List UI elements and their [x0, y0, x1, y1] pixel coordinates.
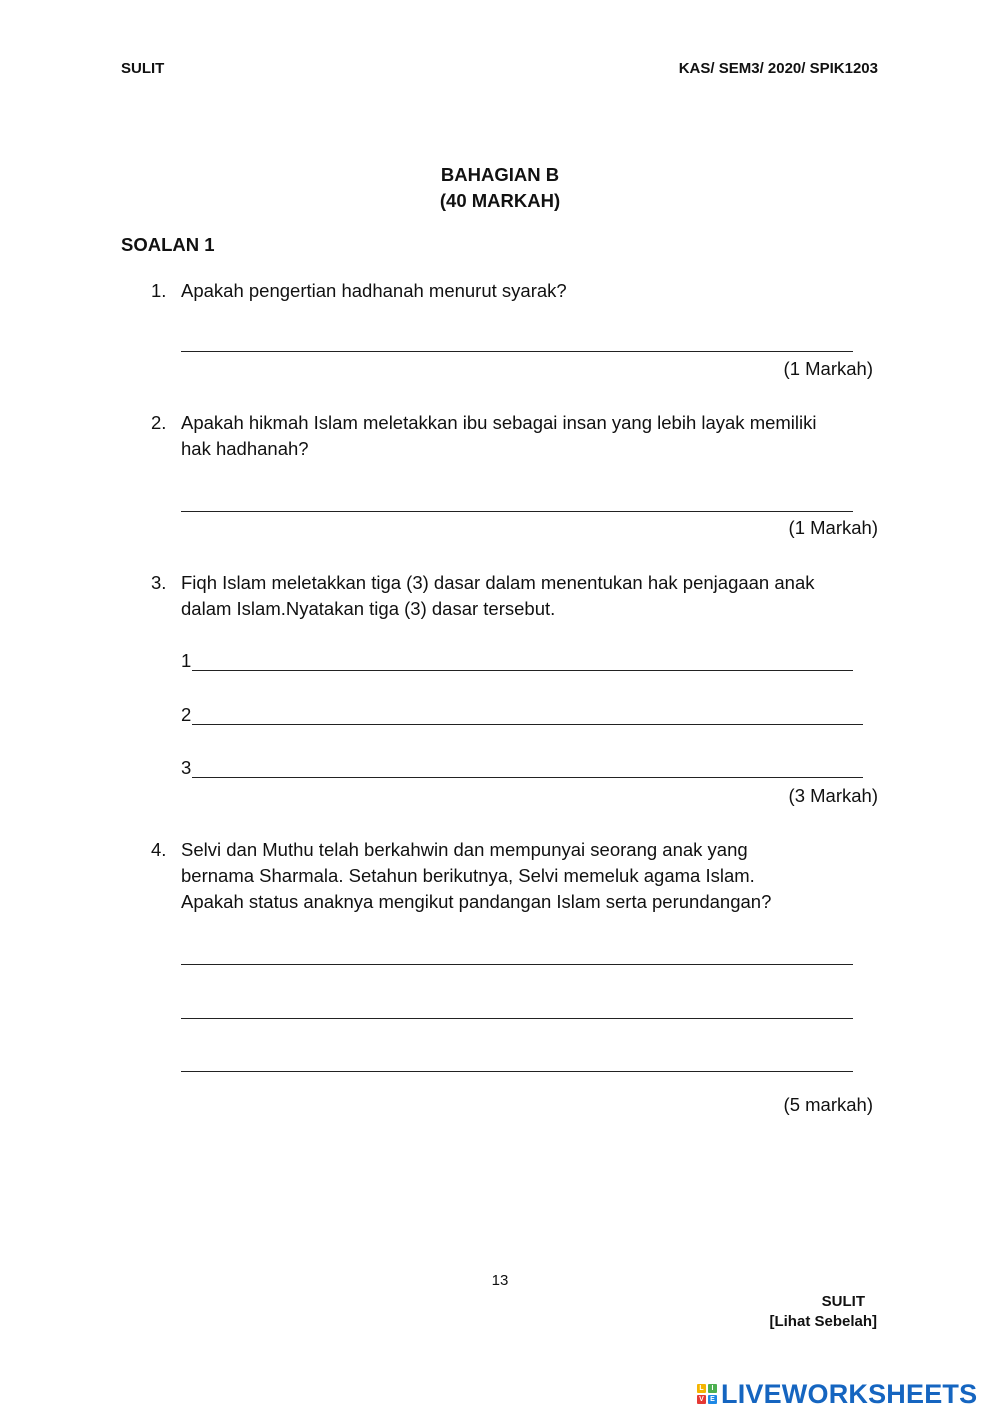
answer-line-1[interactable] [181, 964, 853, 965]
question-text: Apakah pengertian hadhanah menurut syarak? [181, 280, 567, 301]
logo-cell: V [697, 1395, 706, 1404]
question-mark: (5 markah) [783, 1094, 873, 1115]
header-sulit: SULIT [121, 60, 165, 77]
question-mark: (1 Markah) [788, 517, 878, 538]
answer-line-2[interactable] [181, 1018, 853, 1019]
section-marks: (40 MARKAH) [439, 190, 561, 211]
question-number: 1. [151, 280, 167, 301]
answer-label-3: 3 [181, 757, 192, 778]
question-text: Selvi dan Muthu telah berkahwin dan mempunyai seorang anak yang [181, 839, 748, 860]
logo-cell: E [708, 1395, 717, 1404]
answer-line-3[interactable] [192, 777, 863, 778]
answer-line-3[interactable] [181, 1071, 853, 1072]
footer-next-page: [Lihat Sebelah] [769, 1313, 877, 1330]
footer-sulit: SULIT [821, 1293, 865, 1310]
section-title: BAHAGIAN B [440, 164, 560, 185]
logo-cell: I [708, 1384, 717, 1393]
question-number: 3. [151, 572, 167, 593]
question-mark: (3 Markah) [788, 785, 878, 806]
question-text: Apakah status anaknya mengikut pandangan Islam serta perundangan? [181, 891, 772, 912]
answer-line-1[interactable] [192, 670, 853, 671]
question-mark: (1 Markah) [783, 358, 873, 379]
logo-cell: L [697, 1384, 706, 1393]
question-set-title: SOALAN 1 [121, 234, 215, 255]
answer-line[interactable] [181, 351, 853, 352]
logo-grid-icon [697, 1384, 717, 1404]
question-number: 4. [151, 839, 167, 860]
answer-label-1: 1 [181, 650, 192, 671]
question-text: bernama Sharmala. Setahun berikutnya, Selvi memeluk agama Islam. [181, 865, 755, 886]
answer-line[interactable] [181, 511, 853, 512]
answer-line-2[interactable] [192, 724, 863, 725]
answer-label-2: 2 [181, 704, 192, 725]
question-text: hak hadhanah? [181, 438, 309, 459]
question-text: dalam Islam.Nyatakan tiga (3) dasar tersebut. [181, 598, 556, 619]
page-number: 13 [491, 1272, 509, 1289]
question-number: 2. [151, 412, 167, 433]
logo-text: LIVEWORKSHEETS [721, 1378, 978, 1409]
header-course-code: KAS/ SEM3/ 2020/ SPIK1203 [678, 60, 878, 77]
liveworksheets-logo [697, 1378, 977, 1410]
question-text: Fiqh Islam meletakkan tiga (3) dasar dalam menentukan hak penjagaan anak [181, 572, 815, 593]
question-text: Apakah hikmah Islam meletakkan ibu sebagai insan yang lebih layak memiliki [181, 412, 817, 433]
